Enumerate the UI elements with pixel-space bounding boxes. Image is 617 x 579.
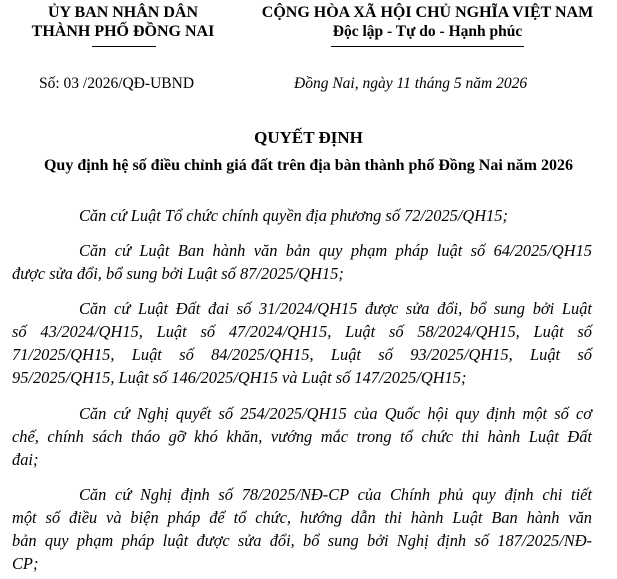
paragraph-line: đai; [12, 450, 39, 469]
paragraph-line: được sửa đổi, bổ sung bởi Luật số 87/2025/QH15; [12, 264, 344, 283]
legal-basis-paragraph [12, 204, 592, 227]
document-title: QUYẾT ĐỊNH [254, 128, 363, 147]
legal-basis-paragraph [12, 239, 592, 285]
document-subtitle: Quy định hệ số điều chỉnh giá đất trên địa bàn thành phố Đồng Nai năm 2026 [43, 157, 574, 174]
paragraph-line: Căn cứ Luật Tổ chức chính quyền địa phương số 72/2025/QH15; [79, 206, 508, 225]
legal-basis-paragraph [12, 297, 592, 389]
authority-underline [92, 46, 156, 47]
issuing-authority-line1: ỦY BAN NHÂN DÂN [47, 4, 199, 21]
paragraph-line: Căn cứ Luật Đất đai số 31/2024/QH15 được sửa đổi, bổ sung bởi Luật [79, 299, 592, 318]
national-title: CỘNG HÒA XÃ HỘI CHỦ NGHĨA VIỆT NAM [261, 4, 594, 21]
motto-underline [331, 46, 524, 47]
paragraph-line: một số điều và biện pháp để tổ chức, hướng dẫn thi hành Luật Ban hành văn [12, 508, 592, 527]
legal-basis-paragraph [12, 402, 592, 471]
paragraph-line: Căn cứ Nghị định số 78/2025/NĐ-CP của Chính phủ quy định chi tiết [79, 485, 592, 504]
paragraph-line: CP; [12, 554, 39, 573]
paragraph-line: bản quy phạm pháp luật được sửa đổi, bổ sung bởi Nghị định số 187/2025/NĐ- [12, 531, 592, 550]
document-number: Số: 03 /2026/QĐ-UBND [39, 75, 195, 92]
paragraph-line: 71/2025/QH15, Luật số 84/2025/QH15, Luật số 93/2025/QH15, Luật số [12, 345, 592, 364]
legal-basis-paragraph [12, 483, 592, 575]
paragraph-line: số 43/2024/QH15, Luật số 47/2024/QH15, Luật số 58/2024/QH15, Luật số [12, 322, 592, 341]
paragraph-line: Căn cứ Luật Ban hành văn bản quy phạm pháp luật số 64/2025/QH15 [79, 241, 592, 260]
paragraph-line: 95/2025/QH15, Luật số 146/2025/QH15 và Luật số 147/2025/QH15; [12, 368, 467, 387]
paragraph-line: Căn cứ Nghị quyết số 254/2025/QH15 của Quốc hội quy định một số cơ [79, 404, 592, 423]
issuing-authority-line2: THÀNH PHỐ ĐỒNG NAI [31, 23, 215, 40]
national-motto: Độc lập - Tự do - Hạnh phúc [332, 23, 523, 40]
paragraph-line: chế, chính sách tháo gỡ khó khăn, vướng mắc trong tổ chức thi hành Luật Đất [12, 427, 592, 446]
place-date: Đồng Nai, ngày 11 tháng 5 năm 2026 [294, 75, 528, 92]
